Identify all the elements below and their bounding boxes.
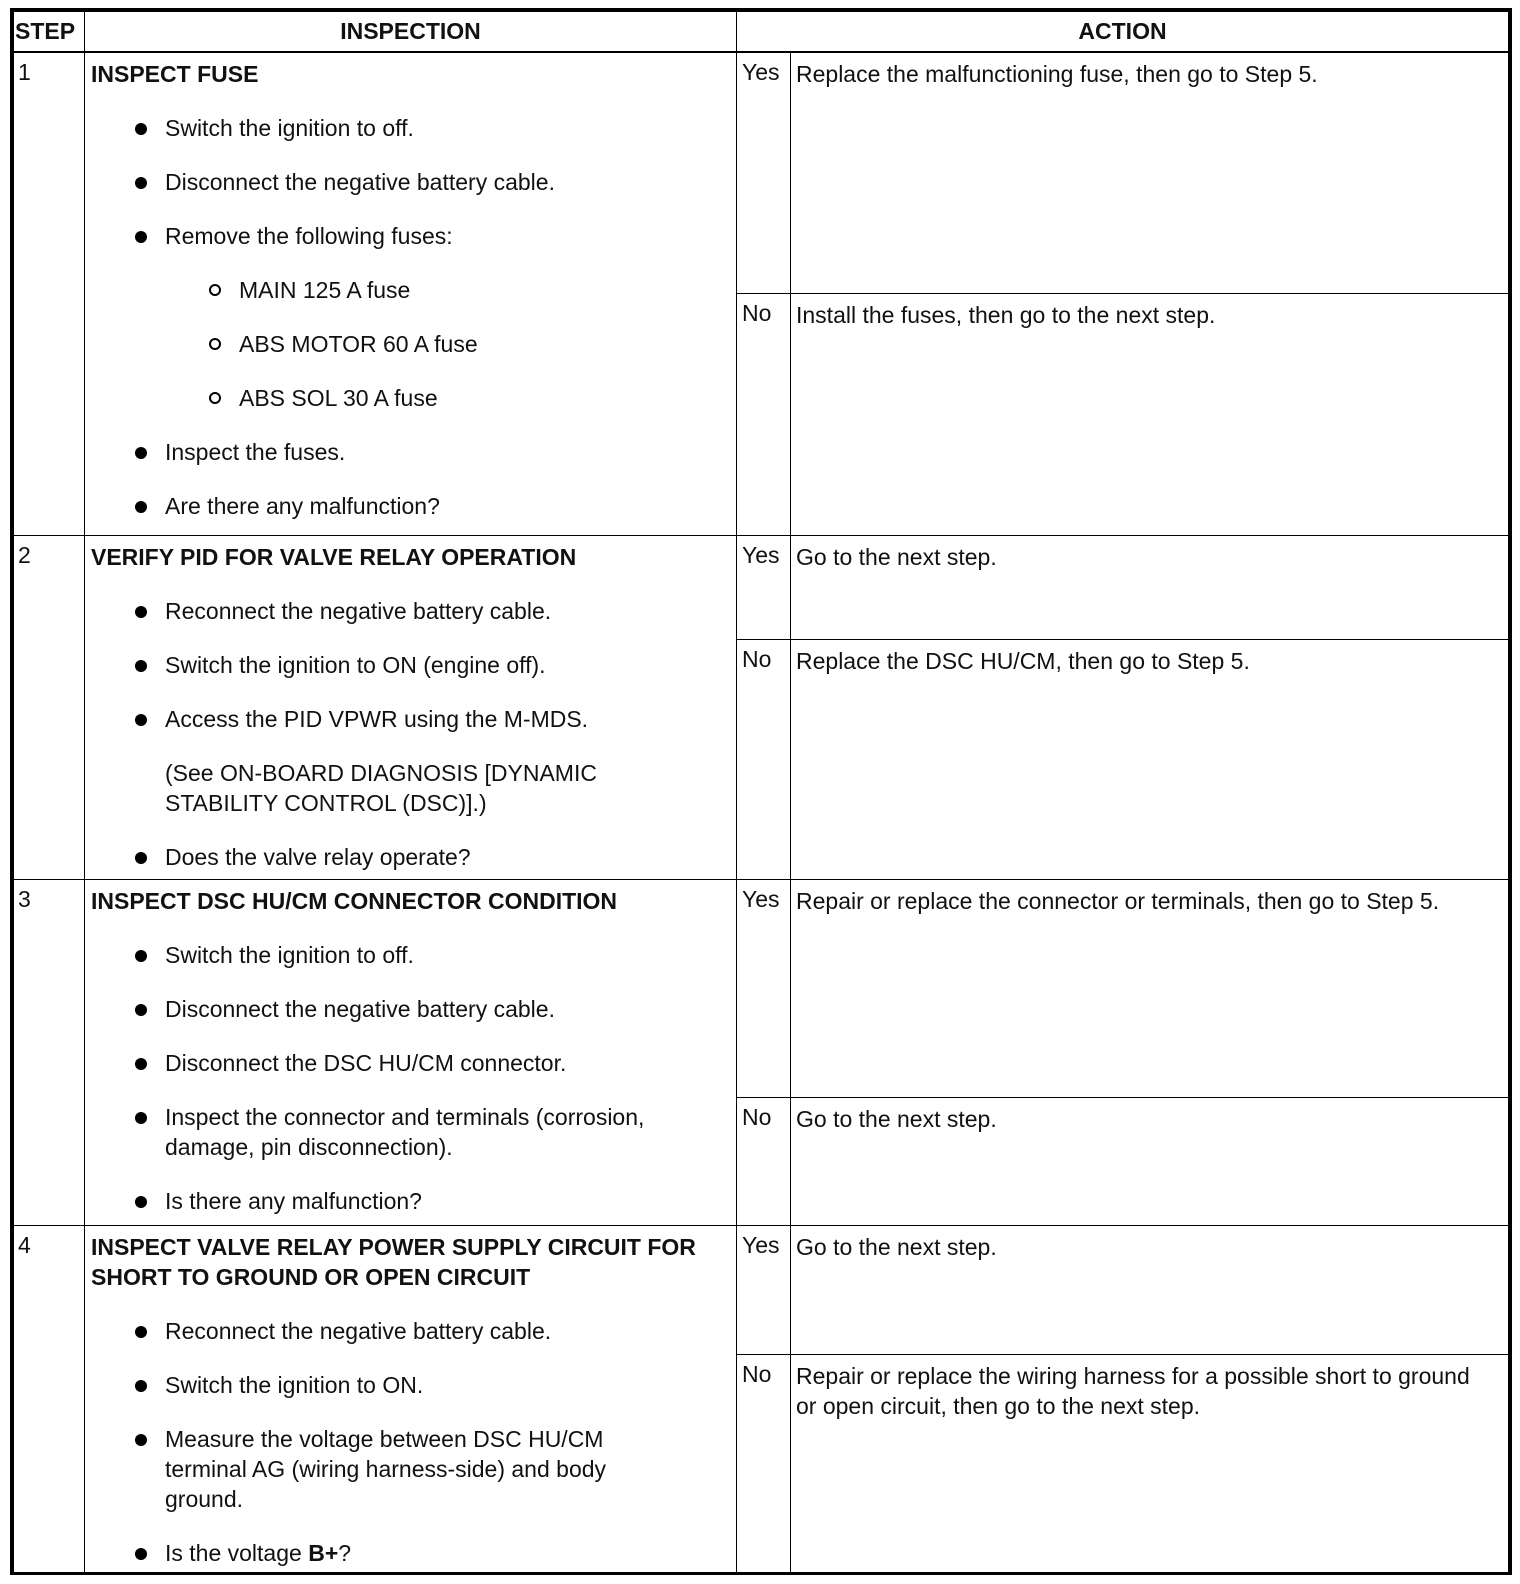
inspection-list [91, 113, 730, 521]
list-item: Remove the following fuses: [91, 221, 730, 251]
list-item: Reconnect the negative battery cable. [91, 596, 730, 626]
step-number: 1 [14, 52, 85, 536]
inspection-list [91, 596, 730, 872]
inspection-cell-step-3 [85, 880, 737, 1226]
yes-label: Yes [737, 536, 791, 640]
step-row-4-yes [14, 1226, 1509, 1355]
step-row-1-yes [14, 52, 1509, 294]
step-title: INSPECT VALVE RELAY POWER SUPPLY CIRCUIT FOR SHORT TO GROUND OR OPEN CIRCUIT [91, 1234, 696, 1290]
diagnostic-procedure-table [13, 11, 1509, 1575]
step-number: 2 [14, 536, 85, 880]
procedure-table-frame [10, 8, 1512, 1575]
no-action: Repair or replace the wiring harness for a possible short to ground or open circuit, then go to the next step. [791, 1355, 1509, 1575]
list-item: Inspect the connector and terminals (corrosion, damage, pin disconnection). [91, 1102, 730, 1162]
step-row-3-yes [14, 880, 1509, 1098]
step-row-2-yes [14, 536, 1509, 640]
step-number: 3 [14, 880, 85, 1226]
list-item: Inspect the fuses. [91, 437, 730, 467]
inspection-cell-step-2 [85, 536, 737, 880]
table-header-row [14, 12, 1509, 52]
no-label: No [737, 1098, 791, 1226]
list-item: Switch the ignition to ON (engine off). [91, 650, 730, 680]
step-title: INSPECT DSC HU/CM CONNECTOR CONDITION [91, 888, 618, 914]
step-title: INSPECT FUSE [91, 60, 259, 87]
sub-list-item: MAIN 125 A fuse [91, 275, 730, 305]
list-item: Are there any malfunction? [91, 491, 730, 521]
list-item: Is there any malfunction? [91, 1186, 730, 1216]
sub-list-item: ABS MOTOR 60 A fuse [91, 329, 730, 359]
list-item: Switch the ignition to off. [91, 940, 730, 970]
list-item: Disconnect the negative battery cable. [91, 994, 730, 1024]
list-item: Disconnect the DSC HU/CM connector. [91, 1048, 730, 1078]
step-title: VERIFY PID FOR VALVE RELAY OPERATION [91, 544, 577, 570]
reference-note: (See ON-BOARD DIAGNOSIS [DYNAMIC STABILITY CONTROL (DSC)].) [165, 760, 597, 816]
list-item: Access the PID VPWR using the M-MDS. [91, 704, 730, 734]
question-mark: ? [338, 1540, 352, 1566]
yes-action: Go to the next step. [791, 536, 1509, 640]
step-number: 4 [14, 1226, 85, 1575]
no-label: No [737, 294, 791, 536]
inspection-list [91, 1316, 730, 1568]
step-column-header: STEP [14, 12, 85, 52]
yes-action: Replace the malfunctioning fuse, then go to Step 5. [791, 52, 1509, 294]
inspection-cell-step-1 [85, 52, 737, 536]
list-item: Reconnect the negative battery cable. [91, 1316, 730, 1346]
list-item: Switch the ignition to off. [91, 113, 730, 143]
no-action: Install the fuses, then go to the next step. [791, 294, 1509, 536]
list-item: Disconnect the negative battery cable. [91, 167, 730, 197]
inspection-list [91, 940, 730, 1216]
yes-label: Yes [737, 880, 791, 1098]
list-item-question [91, 1538, 730, 1568]
no-action: Replace the DSC HU/CM, then go to Step 5. [791, 640, 1509, 880]
action-column-header: ACTION [737, 12, 1509, 52]
list-item: Switch the ignition to ON. [91, 1370, 730, 1400]
voltage-value: B+ [308, 1540, 339, 1566]
list-item: Does the valve relay operate? [91, 842, 730, 872]
no-label: No [737, 640, 791, 880]
question-text: Is the voltage [165, 1540, 309, 1566]
list-item: Measure the voltage between DSC HU/CM terminal AG (wiring harness-side) and body ground. [91, 1424, 730, 1514]
yes-label: Yes [737, 52, 791, 294]
inspection-cell-step-4 [85, 1226, 737, 1575]
no-label: No [737, 1355, 791, 1575]
no-action: Go to the next step. [791, 1098, 1509, 1226]
inspection-column-header: INSPECTION [85, 12, 737, 52]
yes-action: Go to the next step. [791, 1226, 1509, 1355]
yes-label: Yes [737, 1226, 791, 1355]
yes-action: Repair or replace the connector or terminals, then go to Step 5. [791, 880, 1509, 1098]
sub-list-item: ABS SOL 30 A fuse [91, 383, 730, 413]
